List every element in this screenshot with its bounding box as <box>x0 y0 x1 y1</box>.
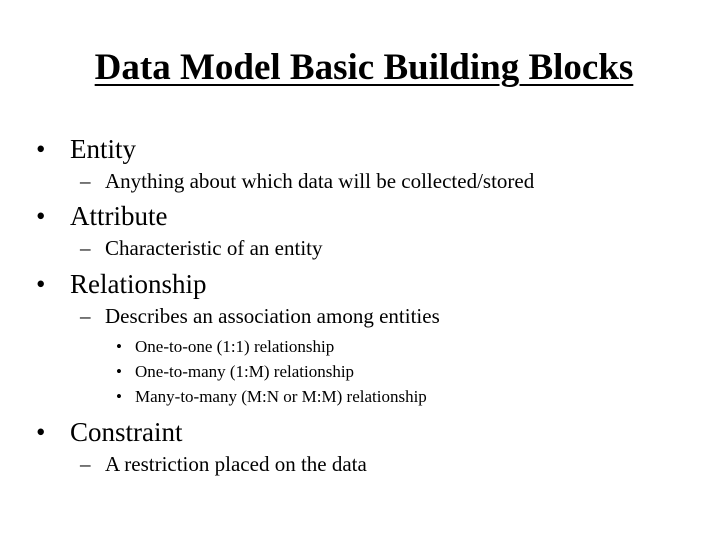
bullet-marker: • <box>36 134 46 164</box>
bullet-label: Relationship <box>70 269 207 299</box>
sub-bullet-text: Describes an association among entities <box>105 304 440 328</box>
bullet-marker: • <box>36 269 46 299</box>
sub-bullet <box>80 451 367 477</box>
bullet-marker: • <box>36 417 46 447</box>
sub-bullet <box>80 168 535 194</box>
sub-bullet-text: Anything about which data will be collected/stored <box>105 169 535 193</box>
dash-marker: – <box>80 169 91 193</box>
slide-title: Data Model Basic Building Blocks <box>94 47 634 88</box>
bullet-marker: • <box>116 387 122 406</box>
sub-sub-bullet <box>116 361 355 383</box>
sub-bullet-text: A restriction placed on the data <box>105 452 367 476</box>
sub-sub-bullet-text: Many-to-many (M:N or M:M) relationship <box>135 387 427 406</box>
bullet-label: Entity <box>70 134 136 164</box>
bullet-constraint <box>36 416 183 448</box>
sub-bullet <box>80 235 323 261</box>
bullet-label: Constraint <box>70 417 183 447</box>
bullet-marker: • <box>116 362 122 381</box>
dash-marker: – <box>80 304 91 328</box>
sub-sub-bullet <box>116 386 427 408</box>
bullet-relationship <box>36 268 207 300</box>
sub-sub-bullet <box>116 336 335 358</box>
bullet-attribute <box>36 200 168 232</box>
sub-sub-bullet-text: One-to-one (1:1) relationship <box>135 337 335 356</box>
bullet-marker: • <box>36 201 46 231</box>
bullet-marker: • <box>116 337 122 356</box>
dash-marker: – <box>80 236 91 260</box>
bullet-entity <box>36 133 136 165</box>
dash-marker: – <box>80 452 91 476</box>
sub-sub-bullet-text: One-to-many (1:M) relationship <box>135 362 355 381</box>
bullet-label: Attribute <box>70 201 168 231</box>
sub-bullet <box>80 303 440 329</box>
sub-bullet-text: Characteristic of an entity <box>105 236 323 260</box>
